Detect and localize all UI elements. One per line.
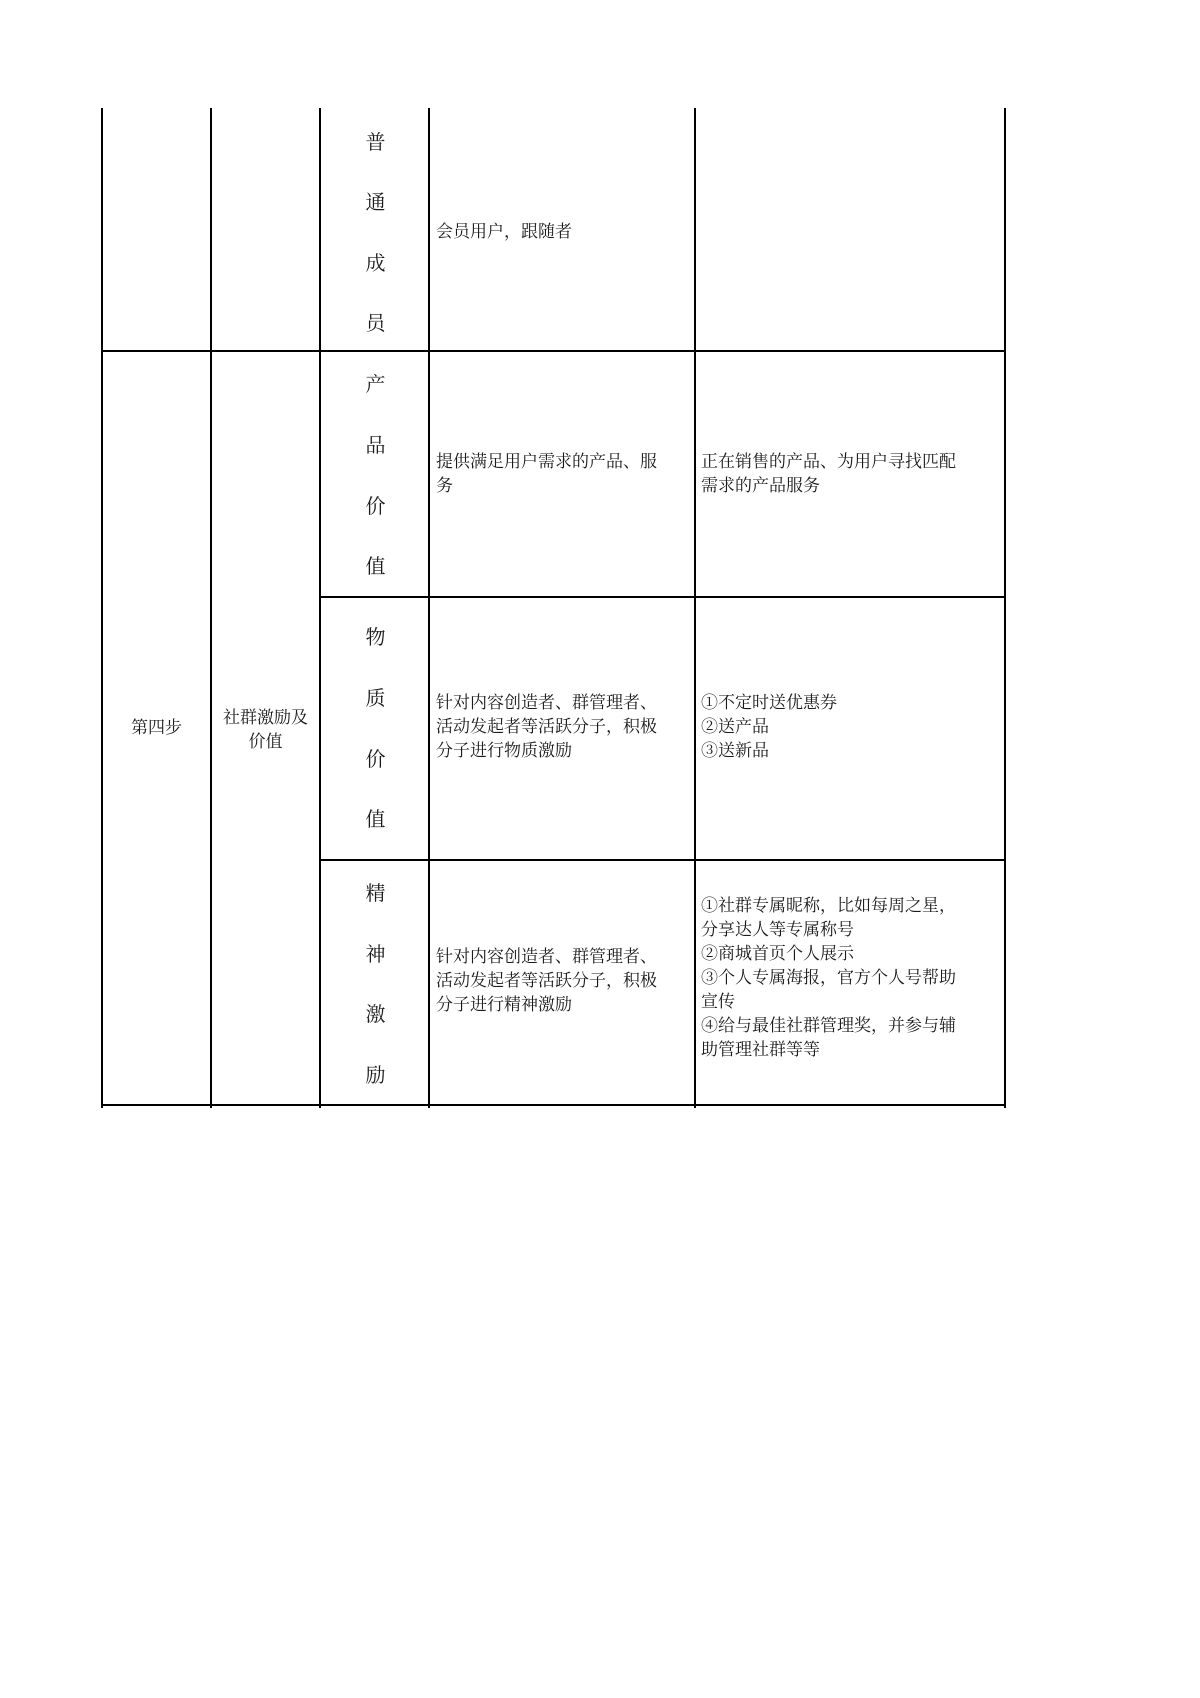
role-char: 通 bbox=[365, 190, 386, 214]
incentive-table bbox=[101, 108, 1008, 1108]
table-divider-col4 bbox=[694, 108, 696, 1108]
role-cell-product-value bbox=[321, 352, 430, 596]
role-char: 价 bbox=[365, 747, 386, 771]
detail-cell: ①社群专属昵称，比如每周之星， 分享达人等专属称号 ②商城首页个人展示 ③个人专属海报，官方个人号帮助 宣传 ④给与最佳社群管理奖，并参与辅 助管理社群等等 bbox=[701, 896, 956, 1060]
detail-cell: 正在销售的产品、为用户寻找匹配 需求的产品服务 bbox=[701, 452, 956, 496]
role-char: 神 bbox=[365, 942, 386, 966]
role-char: 物 bbox=[365, 625, 386, 649]
table-border-left bbox=[101, 108, 103, 1108]
role-char: 价 bbox=[365, 494, 386, 518]
role-char: 精 bbox=[365, 881, 386, 905]
role-char: 成 bbox=[365, 251, 386, 275]
role-char: 产 bbox=[365, 372, 386, 396]
role-char: 品 bbox=[365, 433, 386, 457]
description-cell: 针对内容创造者、群管理者、 活动发起者等活跃分子，积极 分子进行精神激励 bbox=[436, 947, 657, 1015]
table-border-bottom bbox=[101, 1104, 1006, 1106]
role-char: 质 bbox=[365, 686, 386, 710]
role-char: 值 bbox=[365, 807, 386, 831]
row-divider-1 bbox=[101, 350, 1006, 352]
table-border-right bbox=[1004, 108, 1006, 1108]
table-divider-col1 bbox=[210, 108, 212, 1108]
role-cell-spiritual-incentive bbox=[321, 861, 430, 1104]
description-cell: 提供满足用户需求的产品、服 务 bbox=[436, 452, 657, 496]
description-cell: 针对内容创造者、群管理者、 活动发起者等活跃分子，积极 分子进行物质激励 bbox=[436, 693, 657, 761]
role-cell-material-value bbox=[321, 598, 430, 859]
description-cell: 会员用户，跟随者 bbox=[436, 222, 572, 242]
section-label: 社群激励及 价值 bbox=[223, 708, 308, 752]
role-cell-ordinary-member bbox=[321, 108, 430, 350]
step-label: 第四步 bbox=[131, 718, 182, 738]
role-char: 励 bbox=[365, 1063, 386, 1087]
detail-cell: ①不定时送优惠券 ②送产品 ③送新品 bbox=[701, 693, 837, 761]
role-char: 普 bbox=[365, 130, 386, 154]
role-char: 值 bbox=[365, 554, 386, 578]
role-char: 激 bbox=[365, 1002, 386, 1026]
role-char: 员 bbox=[365, 311, 386, 335]
